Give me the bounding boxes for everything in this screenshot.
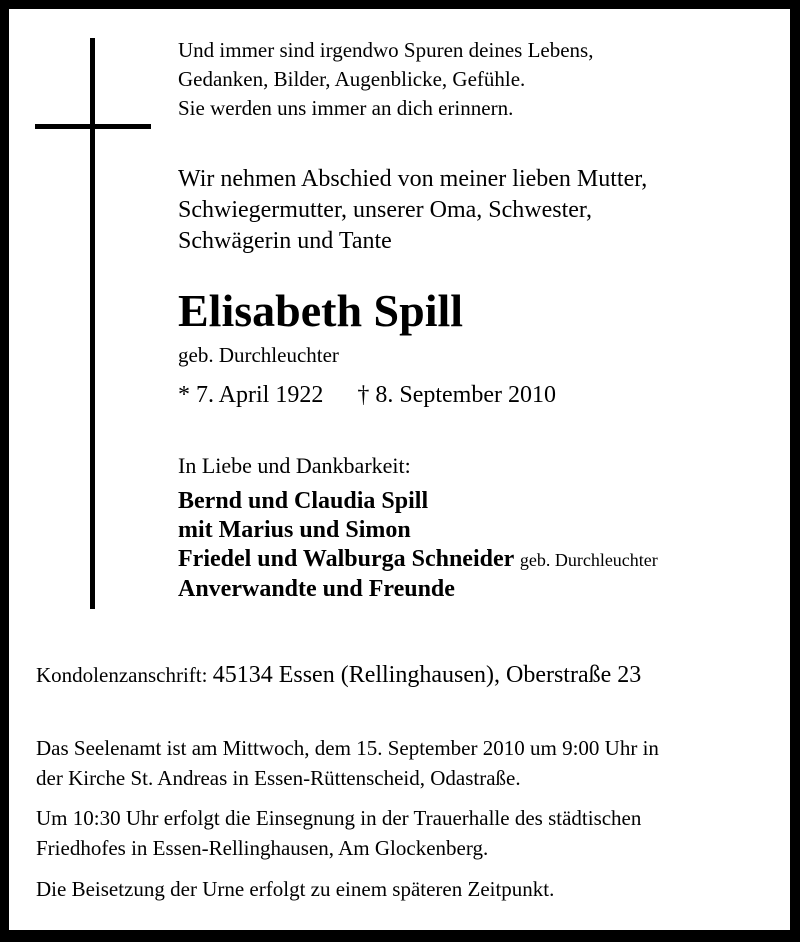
mourners-list xyxy=(178,487,658,604)
address-value: 45134 Essen (Rellinghausen), Oberstraße 23 xyxy=(212,662,642,688)
obituary-notice xyxy=(9,9,790,930)
mourner-name: Friedel und Walburga Schneider xyxy=(178,546,514,572)
intro-line: Schwiegermutter, unserer Oma, Schwester, xyxy=(178,197,592,223)
deceased-name: Elisabeth Spill xyxy=(178,285,464,336)
address-label: Kondolenzanschrift: xyxy=(36,663,208,687)
mourner-line xyxy=(178,545,658,575)
urn-announcement: Die Beisetzung der Urne erfolgt zu einem späteren Zeitpunkt. xyxy=(36,877,555,901)
birth-name: geb. Durchleuchter xyxy=(178,343,339,367)
announcement-line: Um 10:30 Uhr erfolgt die Einsegnung in der Trauerhalle des städtischen xyxy=(36,806,642,830)
poem-line: Sie werden uns immer an dich erinnern. xyxy=(178,96,514,120)
mourner-line: Bernd und Claudia Spill xyxy=(178,488,429,514)
intro-line: Wir nehmen Abschied von meiner lieben Mutter, xyxy=(178,166,648,192)
condolence-address xyxy=(36,660,641,690)
mourner-line: Anverwandte und Freunde xyxy=(178,576,455,602)
mourner-line: mit Marius und Simon xyxy=(178,517,411,543)
death-date: † 8. September 2010 xyxy=(357,382,556,408)
poem-line: Und immer sind irgendwo Spuren deines Lebens, xyxy=(178,38,594,62)
cross-icon-horizontal xyxy=(35,124,151,129)
intro-line: Schwägerin und Tante xyxy=(178,228,392,254)
birth-date: * 7. April 1922 xyxy=(178,382,324,408)
announcement-line: Friedhofes in Essen-Rellinghausen, Am Glockenberg. xyxy=(36,836,489,860)
mourners-heading: In Liebe und Dankbarkeit: xyxy=(178,453,411,478)
announcement-line: der Kirche St. Andreas in Essen-Rüttenscheid, Odastraße. xyxy=(36,766,521,790)
farewell-intro xyxy=(178,164,647,257)
life-dates xyxy=(178,380,556,410)
blessing-announcement xyxy=(36,803,641,863)
poem-line: Gedanken, Bilder, Augenblicke, Gefühle. xyxy=(178,67,526,91)
announcement-line: Das Seelenamt ist am Mittwoch, dem 15. September 2010 um 9:00 Uhr in xyxy=(36,736,659,760)
mourner-maiden-name: geb. Durchleuchter xyxy=(519,550,658,570)
mass-announcement xyxy=(36,733,659,793)
poem-verse xyxy=(178,36,593,123)
